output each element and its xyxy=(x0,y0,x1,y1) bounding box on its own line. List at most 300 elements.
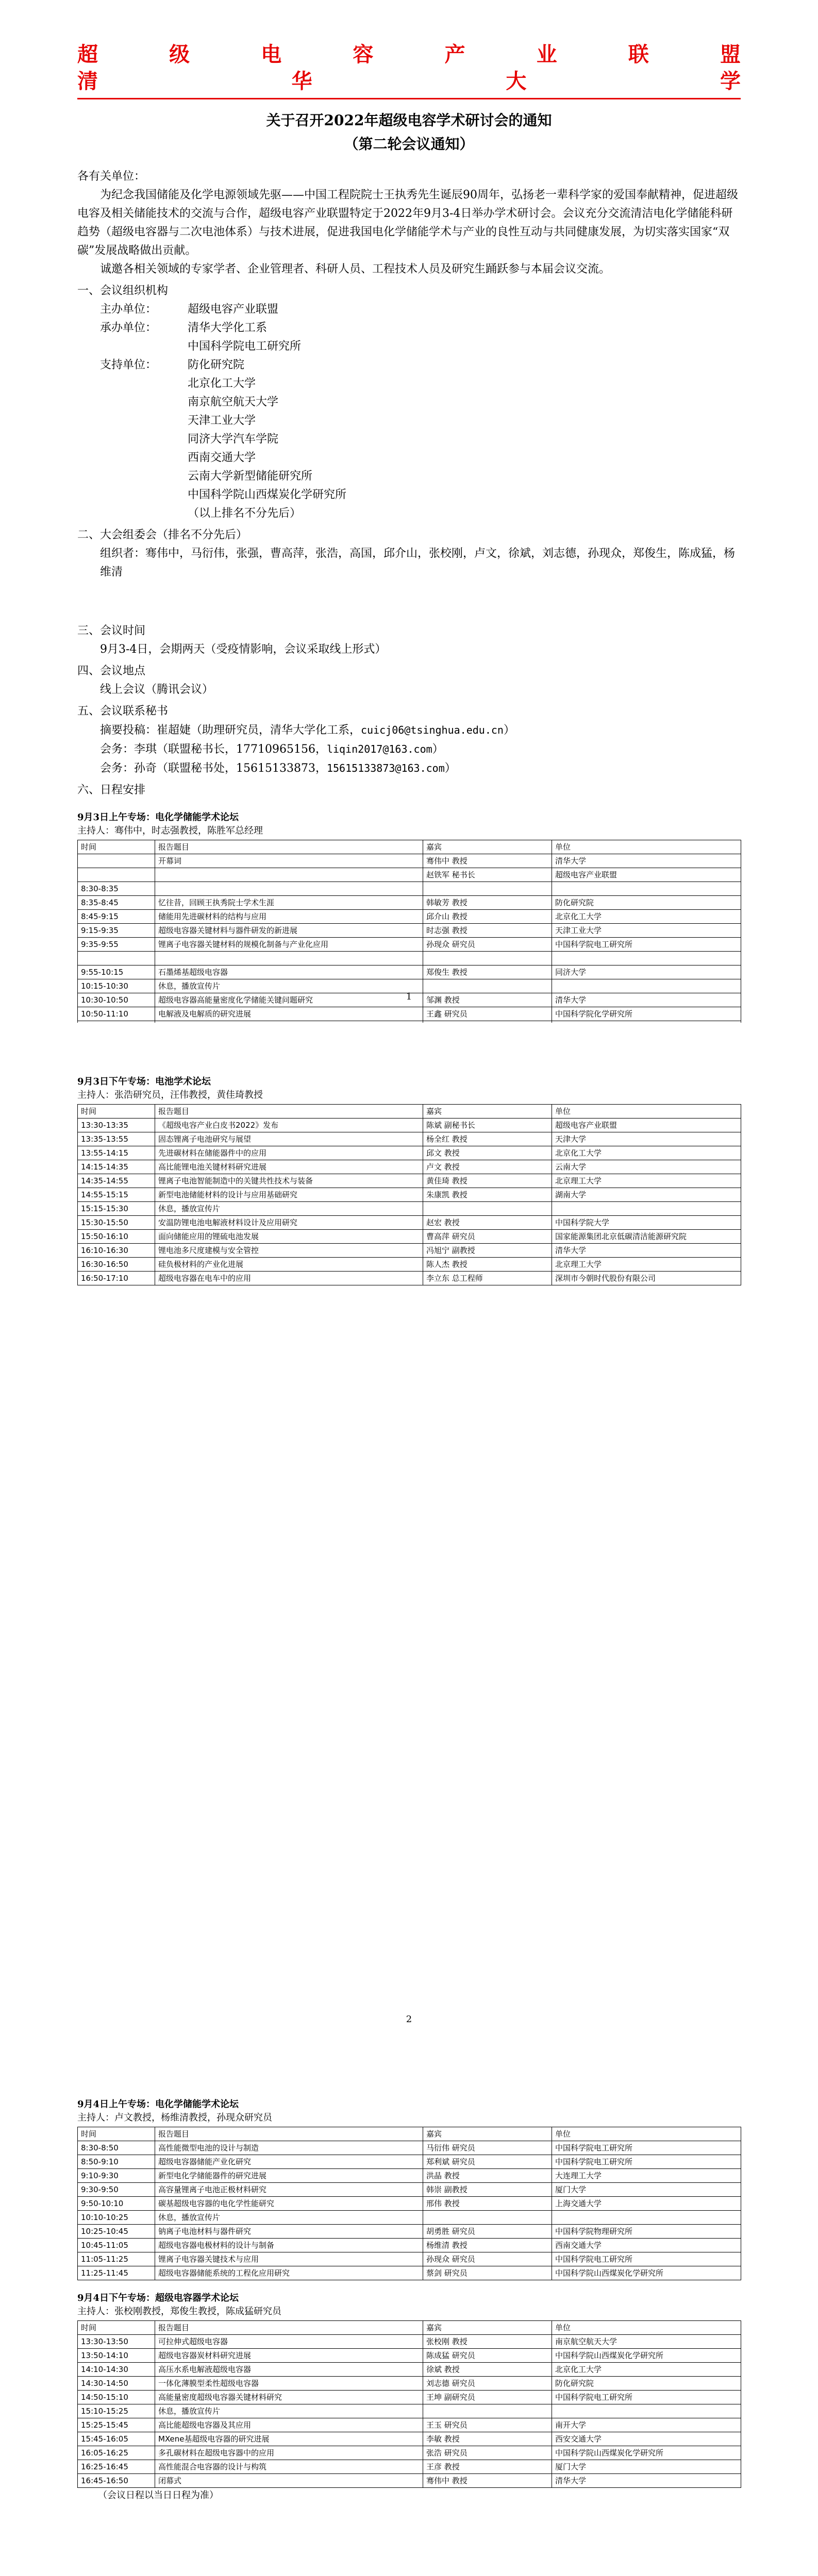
schedule-header-cell: 单位 xyxy=(552,2127,741,2141)
table-cell: 11:25-11:45 xyxy=(78,2266,155,2280)
table-row xyxy=(78,1132,741,1146)
section-heading-place: 四、会议地点 xyxy=(77,665,146,677)
table-cell: 超级电容器储能系统的工程化应用研究 xyxy=(155,2266,423,2280)
letterhead-char: 超 xyxy=(77,42,98,66)
table-cell: 超级电容器关键材料与器件研发的新进展 xyxy=(155,924,423,938)
table-row xyxy=(78,2391,741,2404)
schedule-table xyxy=(77,2127,741,2280)
table-row xyxy=(78,1202,741,1216)
intro-paragraph-2: 诚邀各相关领域的专家学者、企业管理者、科研人员、工程技术人员及研究生踊跃参与本届会议交流。 xyxy=(100,263,611,276)
table-cell: 朱康凯 教授 xyxy=(423,1188,552,1202)
secretary-line-3-end: ） xyxy=(444,762,456,775)
session-title: 9月3日上午专场：电化学储能学术论坛 xyxy=(77,812,239,823)
page-number: 1 xyxy=(406,991,412,1002)
table-cell: 10:15-10:30 xyxy=(78,979,155,993)
table-row xyxy=(78,2460,741,2474)
table-cell: 休息，播放宣传片 xyxy=(155,979,423,993)
table-cell: 西安交通大学 xyxy=(552,2432,741,2446)
table-cell: 云南大学 xyxy=(552,1160,741,1174)
schedule-session xyxy=(77,2292,741,2488)
table-cell: 16:50-17:10 xyxy=(78,1272,155,1285)
table-cell: 一体化薄膜型柔性超级电容器 xyxy=(155,2377,423,2391)
table-cell: 天津大学 xyxy=(552,1132,741,1146)
table-cell xyxy=(423,2211,552,2225)
table-cell: 8:30-8:35 xyxy=(78,882,155,896)
table-row xyxy=(78,1244,741,1258)
table-cell: 邢伟 教授 xyxy=(423,2197,552,2211)
table-cell: 王鑫 研究员 xyxy=(423,1007,552,1021)
table-cell: 厦门大学 xyxy=(552,2460,741,2474)
table-cell: 赵铁军 秘书长 xyxy=(423,868,552,882)
schedule-header-row xyxy=(78,1105,741,1118)
table-cell xyxy=(78,868,155,882)
table-row xyxy=(78,2211,741,2225)
table-row xyxy=(78,952,741,965)
secretary-line-1-text: 摘要投稿：崔超婕（助理研究员，清华大学化工系， xyxy=(100,724,361,737)
table-cell: 杨全红 教授 xyxy=(423,1132,552,1146)
table-cell: 大连理工大学 xyxy=(552,2169,741,2183)
table-cell: 蔡剑 研究员 xyxy=(423,2266,552,2280)
table-cell: 休息，播放宣传片 xyxy=(155,1202,423,1216)
page-3 xyxy=(0,2045,818,2576)
table-cell: 13:35-13:55 xyxy=(78,1132,155,1146)
org-supporter-item: 中国科学院山西煤炭化学研究所 xyxy=(188,488,347,501)
table-cell xyxy=(423,952,552,965)
table-cell: 防化研究院 xyxy=(552,896,741,910)
table-row xyxy=(78,910,741,924)
table-cell: 10:30-10:50 xyxy=(78,993,155,1007)
table-cell: 高比能超级电容器及其应用 xyxy=(155,2418,423,2432)
table-cell: 中国科学院山西煤炭化学研究所 xyxy=(552,2349,741,2363)
table-cell: 清华大学 xyxy=(552,1244,741,1258)
table-cell: 10:50-11:10 xyxy=(78,1007,155,1021)
table-cell xyxy=(155,882,423,896)
table-cell: 孙现众 研究员 xyxy=(423,938,552,952)
section-heading-secretary: 五、会议联系秘书 xyxy=(77,705,169,718)
table-row xyxy=(78,2183,741,2197)
secretary-line-2 xyxy=(77,740,741,759)
letterhead-org-line-2 xyxy=(77,68,741,95)
org-supporter-item: 北京化工大学 xyxy=(188,377,256,390)
table-cell: 钠离子电池材料与器件研究 xyxy=(155,2225,423,2239)
table-cell: 徐斌 教授 xyxy=(423,2363,552,2377)
table-cell: 马衍伟 研究员 xyxy=(423,2141,552,2155)
table-row xyxy=(78,938,741,952)
secretary-line-1 xyxy=(77,721,741,740)
table-cell: 休息，播放宣传片 xyxy=(155,2404,423,2418)
table-row xyxy=(78,924,741,938)
table-cell: 9:10-9:30 xyxy=(78,2169,155,2183)
table-cell: 中国科学院物理研究所 xyxy=(552,2225,741,2239)
table-cell: 13:55-14:15 xyxy=(78,1146,155,1160)
table-cell: 10:25-10:45 xyxy=(78,2225,155,2239)
schedule-header-cell: 时间 xyxy=(78,2127,155,2141)
page-3-content xyxy=(77,2087,741,2503)
table-cell: 8:30-8:50 xyxy=(78,2141,155,2155)
secretary-line-1-end: ） xyxy=(503,724,515,737)
table-cell: 邹渊 教授 xyxy=(423,993,552,1007)
table-cell: 10:45-11:05 xyxy=(78,2239,155,2252)
table-row xyxy=(78,854,741,868)
table-row xyxy=(78,1160,741,1174)
table-cell: 超级电容器高能量密度化学储能关键问题研究 xyxy=(155,993,423,1007)
table-cell: 中国科学院电工研究所 xyxy=(552,938,741,952)
org-supporter-item: （以上排名不分先后） xyxy=(188,507,302,520)
time-text: 9月3-4日，会期两天（受疫情影响，会议采取线上形式） xyxy=(100,643,387,656)
secretary-line-2-end: ） xyxy=(432,743,444,756)
table-cell: 锂离子电池智能制造中的关键共性技术与装备 xyxy=(155,1174,423,1188)
table-row xyxy=(78,2252,741,2266)
schedule-header-cell: 报告题目 xyxy=(155,2321,423,2335)
table-cell: 中国科学院电工研究所 xyxy=(552,2141,741,2155)
table-row xyxy=(78,1146,741,1160)
session-title: 9月4日上午专场：电化学储能学术论坛 xyxy=(77,2099,239,2110)
table-row xyxy=(78,896,741,910)
schedule-session xyxy=(77,1075,741,1285)
table-cell: 同济大学 xyxy=(552,965,741,979)
org-supporter-item: 天津工业大学 xyxy=(188,414,256,427)
table-row xyxy=(78,2432,741,2446)
section-heading-org: 一、会议组织机构 xyxy=(77,284,169,297)
table-cell: 邱文 教授 xyxy=(423,1146,552,1160)
table-row xyxy=(78,2197,741,2211)
section-heading-time: 三、会议时间 xyxy=(77,624,146,637)
table-cell: 锂电池多尺度建模与安全管控 xyxy=(155,1244,423,1258)
org-supporters xyxy=(77,356,741,375)
table-cell: 深圳市今朝时代股份有限公司 xyxy=(552,1272,741,1285)
schedule-table xyxy=(77,1104,741,1285)
table-cell: MXene基超级电容器的研究进展 xyxy=(155,2432,423,2446)
table-cell: 超级电容器炭材料研究进展 xyxy=(155,2349,423,2363)
org-supporter-item: 西南交通大学 xyxy=(188,451,256,464)
org-host xyxy=(77,300,741,319)
table-row xyxy=(78,882,741,896)
table-cell: 李敏 教授 xyxy=(423,2432,552,2446)
table-cell: 郑利斌 研究员 xyxy=(423,2155,552,2169)
table-cell: 超级电容产业联盟 xyxy=(552,1118,741,1132)
table-cell: 高压水系电解液超级电容器 xyxy=(155,2363,423,2377)
table-cell: 面向储能应用的锂硫电池发展 xyxy=(155,1230,423,1244)
table-cell: 韩崇 副教授 xyxy=(423,2183,552,2197)
org-supporter-item: 云南大学新型储能研究所 xyxy=(188,470,313,483)
letterhead-char: 盟 xyxy=(720,42,741,66)
table-cell: 《超级电容产业白皮书2022》发布 xyxy=(155,1118,423,1132)
table-cell: 9:55-10:15 xyxy=(78,965,155,979)
schedule-header-row xyxy=(78,2127,741,2141)
table-cell: 郑俊生 教授 xyxy=(423,965,552,979)
table-cell: 曹高萍 研究员 xyxy=(423,1230,552,1244)
schedule-header-cell: 时间 xyxy=(78,2321,155,2335)
table-cell: 北京化工大学 xyxy=(552,2363,741,2377)
committee-text: 组织者：骞伟中，马衍伟，张强，曹高萍，张浩，高国，邱介山，张校刚，卢文，徐斌，刘志德，孙现众，郑俊生，陈成猛，杨维清 xyxy=(100,547,736,579)
table-cell: 15:25-15:45 xyxy=(78,2418,155,2432)
salutation: 各有关单位： xyxy=(77,170,146,183)
table-cell: 刘志德 研究员 xyxy=(423,2377,552,2391)
letterhead-divider xyxy=(77,98,741,99)
table-cell: 锂离子电容器关键材料的规模化制备与产业化应用 xyxy=(155,938,423,952)
schedule-header-cell: 时间 xyxy=(78,1105,155,1118)
table-cell: 防化研究院 xyxy=(552,2377,741,2391)
table-cell: 李立东 总工程师 xyxy=(423,1272,552,1285)
schedule-header-row xyxy=(78,840,741,854)
org-supporter-item: 南京航空航天大学 xyxy=(188,396,279,409)
table-row xyxy=(78,2239,741,2252)
table-row xyxy=(78,1188,741,1202)
table-cell: 13:50-14:10 xyxy=(78,2349,155,2363)
table-row xyxy=(78,1118,741,1132)
table-row xyxy=(78,1174,741,1188)
table-cell: 北京化工大学 xyxy=(552,1146,741,1160)
page-1-content xyxy=(77,41,741,1063)
letterhead-char: 容 xyxy=(353,42,374,66)
table-cell: 清华大学 xyxy=(552,993,741,1007)
schedule-header-cell: 单位 xyxy=(552,1105,741,1118)
table-cell: 15:30-15:50 xyxy=(78,1216,155,1230)
schedule-session xyxy=(77,2098,741,2280)
org-supporter-item: 防化研究院 xyxy=(188,359,245,371)
table-cell: 上海交通大学 xyxy=(552,2197,741,2211)
letterhead xyxy=(77,41,741,95)
table-row xyxy=(78,2266,741,2280)
schedule-header-cell: 报告题目 xyxy=(155,1105,423,1118)
org-supporter-item: 同济大学汽车学院 xyxy=(188,433,279,446)
table-cell: 9:35-9:55 xyxy=(78,938,155,952)
schedule-header-cell: 嘉宾 xyxy=(423,1105,552,1118)
table-row xyxy=(78,1007,741,1021)
table-cell: 北京理工大学 xyxy=(552,1258,741,1272)
table-cell: 清华大学 xyxy=(552,2474,741,2488)
table-row xyxy=(78,2418,741,2432)
letterhead-char: 学 xyxy=(720,69,741,93)
table-cell: 中国科学院大学 xyxy=(552,1216,741,1230)
table-cell: 10:10-10:25 xyxy=(78,2211,155,2225)
table-cell: 冯旭宁 副教授 xyxy=(423,1244,552,1258)
table-row xyxy=(78,2141,741,2155)
table-cell: 卢文 教授 xyxy=(423,1160,552,1174)
table-cell: 电解液及电解质的研究进展 xyxy=(155,1007,423,1021)
schedule-note: （会议日程以当日日程为准） xyxy=(98,2490,219,2501)
table-cell: 王玉 研究员 xyxy=(423,2418,552,2432)
place-text: 线上会议（腾讯会议） xyxy=(100,683,214,696)
secretary-email-3[interactable]: 15615133873@163.com xyxy=(326,762,445,774)
table-cell: 国家能源集团北京低碳清洁能源研究院 xyxy=(552,1230,741,1244)
table-cell: 14:15-14:35 xyxy=(78,1160,155,1174)
table-cell: 休息，播放宣传片 xyxy=(155,2211,423,2225)
table-cell: 中国科学院电工研究所 xyxy=(552,2391,741,2404)
doc-title-line-1: 关于召开2022年超级电容学术研讨会的通知 xyxy=(266,112,552,129)
table-row xyxy=(78,2474,741,2488)
session-host: 主持人：骞伟中，时志强教授，陈胜军总经理 xyxy=(77,825,263,836)
table-cell: 天津工业大学 xyxy=(552,924,741,938)
table-cell: 中国科学院电工研究所 xyxy=(552,2252,741,2266)
table-cell: 多孔碳材料在超级电容器中的应用 xyxy=(155,2446,423,2460)
table-cell: 王坤 副研究员 xyxy=(423,2391,552,2404)
page-2-content xyxy=(77,1064,741,1285)
table-cell: 16:05-16:25 xyxy=(78,2446,155,2460)
table-cell: 黄佳琦 教授 xyxy=(423,1174,552,1188)
secretary-line-3 xyxy=(77,759,741,778)
table-cell: 洪晶 教授 xyxy=(423,2169,552,2183)
table-cell: 16:45-16:50 xyxy=(78,2474,155,2488)
table-cell: 可拉伸式超级电容器 xyxy=(155,2335,423,2349)
schedule-table xyxy=(77,2320,741,2488)
table-cell xyxy=(552,952,741,965)
schedule-header-cell: 报告题目 xyxy=(155,2127,423,2141)
schedule-header-cell: 报告题目 xyxy=(155,840,423,854)
table-cell: 15:45-16:05 xyxy=(78,2432,155,2446)
table-cell: 13:30-13:35 xyxy=(78,1118,155,1132)
table-row xyxy=(78,2377,741,2391)
table-cell: 8:35-8:45 xyxy=(78,896,155,910)
table-cell: 张浩 研究员 xyxy=(423,2446,552,2460)
table-cell: 韩敏芳 教授 xyxy=(423,896,552,910)
table-cell: 厦门大学 xyxy=(552,2183,741,2197)
table-cell: 安温防锂电池电解液材料设计及应用研究 xyxy=(155,1216,423,1230)
table-cell: 南开大学 xyxy=(552,2418,741,2432)
letterhead-char: 大 xyxy=(506,69,527,93)
org-host-value: 超级电容产业联盟 xyxy=(188,303,279,316)
letterhead-char: 联 xyxy=(628,42,649,66)
table-cell: 9:50-10:10 xyxy=(78,2197,155,2211)
table-cell: 中国科学院电工研究所 xyxy=(552,2155,741,2169)
org-organizer-value-2: 中国科学院电工研究所 xyxy=(188,340,302,353)
table-cell: 新型电化学储能器件的研究进展 xyxy=(155,2169,423,2183)
table-row xyxy=(78,2169,741,2183)
secretary-email-2[interactable]: liqin2017@163.com xyxy=(326,743,432,755)
section-heading-schedule: 六、日程安排 xyxy=(77,784,146,796)
table-cell: 王彦 教授 xyxy=(423,2460,552,2474)
table-cell: 9:30-9:50 xyxy=(78,2183,155,2197)
table-cell xyxy=(78,952,155,965)
table-cell: 超级电容器储能产业化研究 xyxy=(155,2155,423,2169)
secretary-line-2-text: 会务：李琪（联盟秘书长，17710965156， xyxy=(100,743,327,756)
table-cell: 11:05-11:25 xyxy=(78,2252,155,2266)
table-cell: 超级电容器在电车中的应用 xyxy=(155,1272,423,1285)
table-cell: 高性能微型电池的设计与制造 xyxy=(155,2141,423,2155)
table-row xyxy=(78,2155,741,2169)
table-cell: 北京化工大学 xyxy=(552,910,741,924)
org-supporters-label: 支持单位： xyxy=(100,359,157,371)
table-cell: 中国科学院化学研究所 xyxy=(552,1007,741,1021)
letterhead-char: 级 xyxy=(169,42,190,66)
session-host: 主持人：张校刚教授，郑俊生教授，陈成猛研究员 xyxy=(77,2306,281,2317)
table-cell: 赵宏 教授 xyxy=(423,1216,552,1230)
secretary-line-3-text: 会务：孙奇（联盟秘书处，15615133873， xyxy=(100,762,327,775)
table-row xyxy=(78,2225,741,2239)
schedule-header-cell: 单位 xyxy=(552,2321,741,2335)
table-cell: 16:25-16:45 xyxy=(78,2460,155,2474)
letterhead-char: 产 xyxy=(444,42,465,66)
table-cell: 北京理工大学 xyxy=(552,1174,741,1188)
table-cell: 储能用先进碳材料的结构与应用 xyxy=(155,910,423,924)
table-cell: 陈斌 副秘书长 xyxy=(423,1118,552,1132)
table-cell: 14:10-14:30 xyxy=(78,2363,155,2377)
table-row xyxy=(78,1230,741,1244)
schedule-header-row xyxy=(78,2321,741,2335)
table-cell xyxy=(552,1202,741,1216)
session-title: 9月3日下午专场：电池学术论坛 xyxy=(77,1076,211,1087)
schedule-header-cell: 嘉宾 xyxy=(423,2321,552,2335)
letterhead-org-line-1 xyxy=(77,41,741,68)
table-cell xyxy=(155,952,423,965)
table-cell: 张校刚 教授 xyxy=(423,2335,552,2349)
table-cell: 8:50-9:10 xyxy=(78,2155,155,2169)
schedule-header-cell: 嘉宾 xyxy=(423,840,552,854)
doc-title xyxy=(77,109,741,156)
table-cell: 14:50-15:10 xyxy=(78,2391,155,2404)
session-host: 主持人：卢文教授，杨维清教授，孙现众研究员 xyxy=(77,2112,272,2123)
table-cell: 中国科学院山西煤炭化学研究所 xyxy=(552,2266,741,2280)
table-cell: 碳基超级电容器的电化学性能研究 xyxy=(155,2197,423,2211)
table-cell: 固态锂离子电池研究与展望 xyxy=(155,1132,423,1146)
secretary-email-1[interactable]: cuicj06@tsinghua.edu.cn xyxy=(361,724,504,736)
doc-title-line-2: （第二轮会议通知） xyxy=(344,135,474,152)
table-cell xyxy=(552,2211,741,2225)
letterhead-char: 业 xyxy=(536,42,557,66)
table-cell: 清华大学 xyxy=(552,854,741,868)
schedule-header-cell: 嘉宾 xyxy=(423,2127,552,2141)
page-2 xyxy=(0,1023,818,2045)
session-host: 主持人：张浩研究员，汪伟教授，黄佳琦教授 xyxy=(77,1090,263,1100)
table-cell: 邱介山 教授 xyxy=(423,910,552,924)
schedule-header-cell: 单位 xyxy=(552,840,741,854)
table-cell: 超级电容器电极材料的设计与制备 xyxy=(155,2239,423,2252)
table-cell: 先进碳材料在储能器件中的应用 xyxy=(155,1146,423,1160)
table-cell: 15:15-15:30 xyxy=(78,1202,155,1216)
org-organizer xyxy=(77,319,741,337)
table-cell: 15:50-16:10 xyxy=(78,1230,155,1244)
session-title: 9月4日下午专场：超级电容器学术论坛 xyxy=(77,2293,239,2303)
intro-paragraph-1: 为纪念我国储能及化学电源领域先驱——中国工程院院士王执秀先生诞辰90周年，弘扬老一辈科学家的爱国奉献精神，促进超级电容及相关储能技术的交流与合作，超级电容产业联盟特定于2022年9月3-4日举办学术研讨会。会议充分交流清洁电化学储能科研趋势（超级电容器与二次电池体系）与技术进展，促进我国电化学储能学术与产业的良性互动与共同健康发展，为切实落实国家“双碳”发展战略做出贡献。 xyxy=(77,189,738,257)
table-cell xyxy=(552,882,741,896)
table-row xyxy=(78,2363,741,2377)
table-cell xyxy=(423,1202,552,1216)
letterhead-char: 华 xyxy=(291,69,312,93)
table-cell: 高性能混合电容器的设计与构筑 xyxy=(155,2460,423,2474)
table-cell: 闭幕式 xyxy=(155,2474,423,2488)
table-cell: 高能量密度超级电容器关键材料研究 xyxy=(155,2391,423,2404)
table-cell: 锂离子电容器关键技术与应用 xyxy=(155,2252,423,2266)
table-cell xyxy=(423,882,552,896)
table-cell: 16:30-16:50 xyxy=(78,1258,155,1272)
table-row xyxy=(78,1216,741,1230)
table-cell xyxy=(155,868,423,882)
table-cell: 8:45-9:15 xyxy=(78,910,155,924)
table-row xyxy=(78,868,741,882)
table-cell: 高容量锂离子电池正极材料研究 xyxy=(155,2183,423,2197)
table-cell: 骞伟中 教授 xyxy=(423,2474,552,2488)
page-1 xyxy=(0,0,818,1023)
table-cell: 14:35-14:55 xyxy=(78,1174,155,1188)
table-cell: 16:10-16:30 xyxy=(78,1244,155,1258)
table-cell: 中国科学院山西煤炭化学研究所 xyxy=(552,2446,741,2460)
org-host-label: 主办单位： xyxy=(100,303,157,316)
table-cell: 13:30-13:50 xyxy=(78,2335,155,2349)
table-cell: 开幕词 xyxy=(155,854,423,868)
table-cell: 忆往昔，回顾王执秀院士学术生涯 xyxy=(155,896,423,910)
table-cell: 14:55-15:15 xyxy=(78,1188,155,1202)
page-number: 2 xyxy=(406,2014,412,2025)
table-cell: 南京航空航天大学 xyxy=(552,2335,741,2349)
table-cell: 时志强 教授 xyxy=(423,924,552,938)
table-cell: 胡勇胜 研究员 xyxy=(423,2225,552,2239)
table-row xyxy=(78,965,741,979)
table-row xyxy=(78,1258,741,1272)
table-row xyxy=(78,2335,741,2349)
table-cell: 湖南大学 xyxy=(552,1188,741,1202)
table-cell: 西南交通大学 xyxy=(552,2239,741,2252)
table-cell: 15:10-15:25 xyxy=(78,2404,155,2418)
